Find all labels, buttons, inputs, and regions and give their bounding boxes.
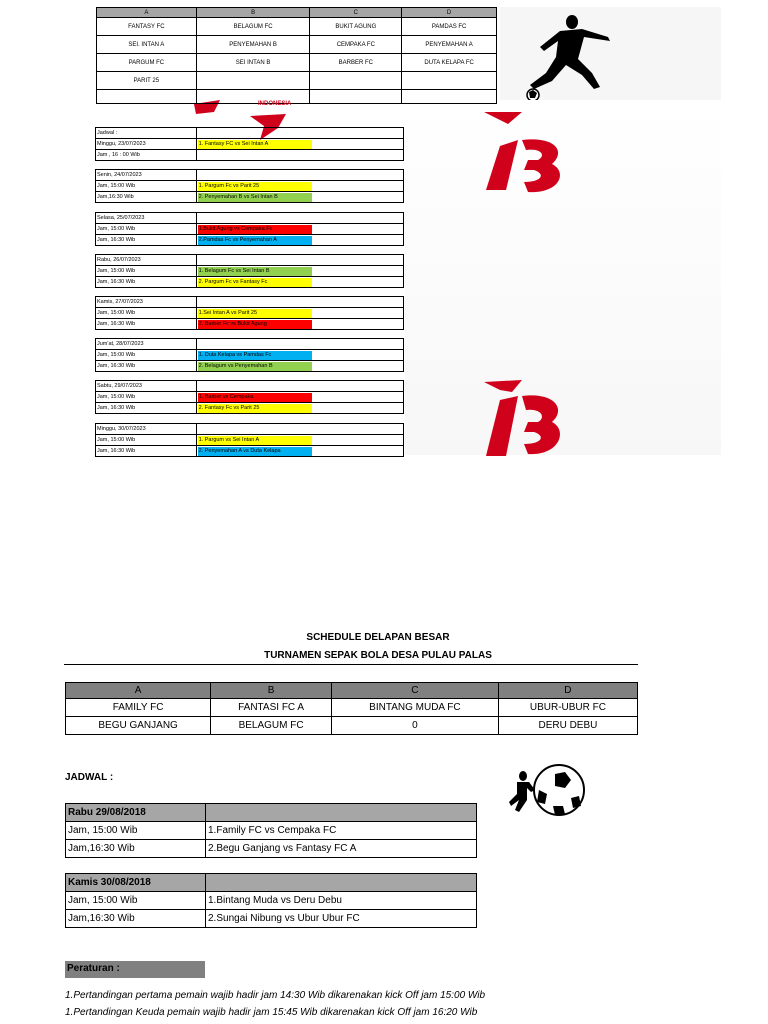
- table-header: A: [66, 683, 211, 699]
- schedule-time-cell: Selasa, 25/07/2023: [96, 213, 197, 224]
- schedule-match-cell: [196, 319, 403, 330]
- schedule-time-cell: Jam, 15:00 Wib: [96, 266, 197, 277]
- group-cell: PAMDAS FC: [402, 18, 497, 36]
- ri-78-logo-top: [478, 110, 568, 195]
- group-header: A: [97, 8, 197, 18]
- table-row: [66, 910, 477, 928]
- table-row: [66, 822, 477, 840]
- table-row: [96, 235, 404, 246]
- group-header: B: [196, 8, 310, 18]
- table-header: C: [331, 683, 498, 699]
- match-text: 2. Penyemahan A vs Duta Kelapa: [198, 447, 312, 456]
- doc-title: SCHEDULE DELAPAN BESAR: [306, 632, 450, 643]
- table-row: [66, 717, 638, 735]
- schedule-match-cell: [196, 150, 403, 161]
- schedule-time-cell: Rabu, 26/07/2023: [96, 255, 197, 266]
- team-cell: DERU DEBU: [498, 717, 637, 735]
- schedule-time-cell: Jam, 15:00 Wib: [96, 308, 197, 319]
- table-row: [96, 350, 404, 361]
- group-cell: DUTA KELAPA FC: [402, 54, 497, 72]
- schedule-time-cell: Jam, 15:00 Wib: [96, 181, 197, 192]
- match-text: 2. Belagum vs Penyemahan B: [198, 362, 312, 371]
- schedule-time-cell: Jam, 15:00 Wib: [66, 892, 206, 910]
- title-divider: [64, 664, 638, 665]
- table-row: [66, 874, 477, 892]
- schedule-match-cell: [196, 424, 403, 435]
- table-row: [96, 308, 404, 319]
- schedule-time-cell: Jadwal :: [96, 128, 197, 139]
- schedule-block: [65, 873, 477, 928]
- table-row: [96, 150, 404, 161]
- schedule-time-cell: Sabtu, 29/07/2023: [96, 381, 197, 392]
- schedule-block: [95, 212, 404, 246]
- schedule-time-cell: Jam, 15:00 Wib: [96, 350, 197, 361]
- schedule-match-cell: 1.Family FC vs Cempaka FC: [206, 822, 477, 840]
- table-header: B: [211, 683, 332, 699]
- schedule-match-cell: [196, 213, 403, 224]
- table-row: [96, 361, 404, 372]
- schedule-block: [95, 254, 404, 288]
- schedule-match-cell: [196, 339, 403, 350]
- schedule-time-cell: Jam, 15:00 Wib: [96, 392, 197, 403]
- table-row: [96, 139, 404, 150]
- schedule-time-cell: Minggu, 23/07/2023: [96, 139, 197, 150]
- group-cell: FANTASY FC: [97, 18, 197, 36]
- table-row: [96, 339, 404, 350]
- schedule-match-cell: [196, 128, 403, 139]
- table-row: [96, 403, 404, 414]
- group-cell: SEI INTAN B: [196, 54, 310, 72]
- table-row: [96, 213, 404, 224]
- eight-team-table: [65, 682, 638, 735]
- table-row: [96, 266, 404, 277]
- schedule-block: [95, 127, 404, 161]
- schedule-match-cell: [196, 308, 403, 319]
- table-row: [96, 392, 404, 403]
- schedule-time-cell: Jam, 15:00 Wib: [66, 822, 206, 840]
- schedule-time-cell: Jam,16:30 Wib: [66, 840, 206, 858]
- rules-label: Peraturan :: [65, 961, 205, 978]
- schedule-match-cell: [196, 446, 403, 457]
- table-row: [96, 170, 404, 181]
- schedule-time-cell: Jam,16:30 Wib: [66, 910, 206, 928]
- schedule-day-blank: [206, 874, 477, 892]
- group-cell: [310, 90, 402, 104]
- match-text: 1. Fantasy FC vs Sei Intan A: [198, 140, 312, 149]
- schedule-match-cell: [196, 381, 403, 392]
- group-cell: [196, 90, 310, 104]
- table-row: [96, 128, 404, 139]
- team-cell: BINTANG MUDA FC: [331, 699, 498, 717]
- schedule-match-cell: [196, 224, 403, 235]
- match-text: 1. Pargum Fc vs Parit 25: [198, 182, 312, 191]
- match-text: 1.Sei Intan A vs Parit 25: [198, 309, 312, 318]
- group-cell: PARIT 25: [97, 72, 197, 90]
- match-text: 2. Fantasy Fc vs Parit 25: [198, 404, 312, 413]
- schedule-time-cell: Jam, 15:00 Wib: [96, 435, 197, 446]
- schedule-match-cell: 1.Bintang Muda vs Deru Debu: [206, 892, 477, 910]
- schedule-time-cell: Jam, 16:30 Wib: [96, 361, 197, 372]
- schedule-match-cell: [196, 297, 403, 308]
- schedule-match-cell: [196, 139, 403, 150]
- group-cell: CEMPAKA FC: [310, 36, 402, 54]
- team-cell: BELAGUM FC: [211, 717, 332, 735]
- schedule-time-cell: Jam, 15:00 Wib: [96, 224, 197, 235]
- schedule-time-cell: Minggu, 30/07/2023: [96, 424, 197, 435]
- table-header: D: [498, 683, 637, 699]
- table-row: [66, 892, 477, 910]
- table-row: [66, 840, 477, 858]
- match-text: 1. Barber vs Cempaka: [198, 393, 312, 402]
- rule-text: 1.Pertandingan Keuda pemain wajib hadir jam 15:45 Wib dikarenakan kick Off jam 16:20 Wib: [65, 1007, 478, 1018]
- schedule-match-cell: [196, 255, 403, 266]
- table-row: [96, 424, 404, 435]
- match-text: 1. Pargum vs Sei Intan A: [198, 436, 312, 445]
- match-text: 2. Penyemahan B vs Sei Intan B: [198, 193, 312, 202]
- jadwal-label: JADWAL :: [65, 772, 114, 783]
- group-cell: PENYEMAHAN B: [196, 36, 310, 54]
- team-cell: 0: [331, 717, 498, 735]
- schedule-time-cell: Jam, 16:30 Wib: [96, 235, 197, 246]
- ri-78-logo-bottom: [478, 378, 568, 458]
- table-row: [97, 18, 497, 36]
- schedule-time-cell: Senin, 24/07/2023: [96, 170, 197, 181]
- schedule-match-cell: [196, 181, 403, 192]
- schedule-block: [95, 296, 404, 330]
- table-row: [96, 319, 404, 330]
- table-row: [96, 435, 404, 446]
- schedule-block: [95, 169, 404, 203]
- group-cell: BUKIT AGUNG: [310, 18, 402, 36]
- schedule-block: [95, 380, 404, 414]
- schedule-day: Rabu 29/08/2018: [66, 804, 206, 822]
- schedule-time-cell: Jam,16:30 Wib: [96, 192, 197, 203]
- table-row: [96, 446, 404, 457]
- schedule-time-cell: Jam, 16:30 Wib: [96, 446, 197, 457]
- schedule-match-cell: [196, 392, 403, 403]
- table-row: [97, 72, 497, 90]
- schedule-day: Kamis 30/08/2018: [66, 874, 206, 892]
- table-row: [66, 699, 638, 717]
- group-header: D: [402, 8, 497, 18]
- indonesia-label: INDONESIA: [258, 101, 292, 107]
- team-cell: BEGU GANJANG: [66, 717, 211, 735]
- table-row: [97, 36, 497, 54]
- schedule-match-cell: 2.Begu Ganjang vs Fantasy FC A: [206, 840, 477, 858]
- schedule-match-cell: [196, 235, 403, 246]
- group-cell: SEI. INTAN A: [97, 36, 197, 54]
- schedule-match-cell: [196, 266, 403, 277]
- schedule-match-cell: 2.Sungai Nibung vs Ubur Ubur FC: [206, 910, 477, 928]
- group-cell: PARGUM FC: [97, 54, 197, 72]
- table-row: [96, 255, 404, 266]
- table-row: [97, 54, 497, 72]
- table-row: [97, 90, 497, 104]
- group-cell: [310, 72, 402, 90]
- table-row: [96, 297, 404, 308]
- schedule-day-blank: [206, 804, 477, 822]
- match-text: 1. Duta Kelapa vs Pamdas Fc: [198, 351, 312, 360]
- table-row: [66, 804, 477, 822]
- table-row: [96, 277, 404, 288]
- group-cell: [402, 90, 497, 104]
- table-row: [96, 192, 404, 203]
- group-cell: PENYEMAHAN A: [402, 36, 497, 54]
- schedule-time-cell: Jam , 16 : 00 Wib: [96, 150, 197, 161]
- schedule-match-cell: [196, 350, 403, 361]
- schedule-block: [95, 423, 404, 457]
- team-cell: FAMILY FC: [66, 699, 211, 717]
- team-cell: UBUR-UBUR FC: [498, 699, 637, 717]
- group-cell: [402, 72, 497, 90]
- schedule-match-cell: [196, 170, 403, 181]
- group-cell: BARBER FC: [310, 54, 402, 72]
- group-cell: [97, 90, 197, 104]
- doc-subtitle: TURNAMEN SEPAK BOLA DESA PULAU PALAS: [264, 650, 492, 661]
- match-text: 2. Barber Fc vs Bukit Agung: [198, 320, 312, 329]
- schedule-time-cell: Jam, 16:30 Wib: [96, 319, 197, 330]
- schedule-match-cell: [196, 192, 403, 203]
- match-text: 2. Pargum Fc vs Fantasy Fc: [198, 278, 312, 287]
- match-text: 2.Pamdas Fc vs Penyemahan A: [198, 236, 312, 245]
- soccer-player-ball-icon: [505, 760, 595, 830]
- schedule-match-cell: [196, 435, 403, 446]
- table-row: [96, 181, 404, 192]
- schedule-time-cell: Jam, 16:30 Wib: [96, 277, 197, 288]
- match-text: 1. Belagum Fc vs Sei Intan B: [198, 267, 312, 276]
- table-row: [96, 381, 404, 392]
- rule-text: 1.Pertandingan pertama pemain wajib hadir jam 14:30 Wib dikarenakan kick Off jam 15:00 Wib: [65, 990, 486, 1001]
- schedule-block: [65, 803, 477, 858]
- group-table: [96, 7, 497, 104]
- match-text: 1.Bukit Agung vs Cempaka Fc: [198, 225, 312, 234]
- schedule-match-cell: [196, 403, 403, 414]
- schedule-match-cell: [196, 277, 403, 288]
- schedule-time-cell: Jum'at, 28/07/2023: [96, 339, 197, 350]
- group-cell: [196, 72, 310, 90]
- schedule-block: [95, 338, 404, 372]
- team-cell: FANTASI FC A: [211, 699, 332, 717]
- table-row: [96, 224, 404, 235]
- schedule-time-cell: Kamis, 27/07/2023: [96, 297, 197, 308]
- schedule-time-cell: Jam, 16:30 Wib: [96, 403, 197, 414]
- group-cell: BELAGUM FC: [196, 18, 310, 36]
- group-header: C: [310, 8, 402, 18]
- schedule-match-cell: [196, 361, 403, 372]
